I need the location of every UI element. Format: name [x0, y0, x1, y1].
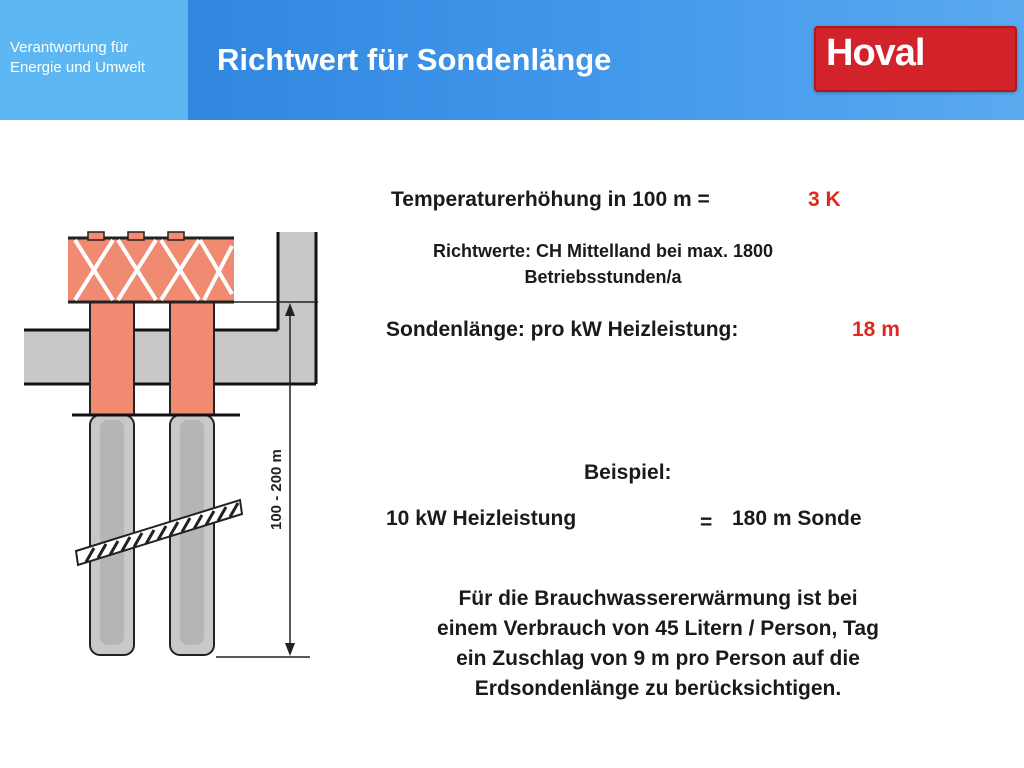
logo-text: Hoval	[826, 32, 925, 74]
note-paragraph	[368, 584, 948, 704]
page-title: Richtwert für Sondenlänge	[217, 42, 612, 77]
note-line-4: Erdsondenlänge zu berücksichtigen.	[474, 677, 842, 700]
example-right: 180 m Sonde	[732, 507, 862, 530]
sonde-label: Sondenlänge: pro kW Heizleistung:	[386, 318, 739, 341]
tagline-line-1: Verantwortung für	[10, 39, 129, 56]
probe-left	[90, 300, 134, 655]
temp-label: Temperaturerhöhung in 100 m =	[391, 188, 710, 211]
note-line-2: einem Verbrauch von 45 Litern / Person, Tag	[437, 617, 879, 640]
richtwerte-line-1: Richtwerte: CH Mittelland bei max. 1800	[432, 241, 774, 261]
richtwerte-note	[380, 238, 826, 290]
depth-label: 100 - 200 m	[268, 449, 285, 530]
manifold	[68, 232, 234, 302]
example-left: 10 kW Heizleistung	[386, 507, 577, 530]
tagline-line-2: Energie und Umwelt	[10, 59, 146, 76]
example-equals: =	[700, 511, 713, 534]
ground-slab	[24, 330, 284, 384]
example-title: Beispiel:	[584, 461, 672, 484]
note-line-1: Für die Brauchwassererwärmung ist bei	[458, 587, 858, 610]
probe-right	[170, 300, 214, 655]
note-line-3: ein Zuschlag von 9 m pro Person auf die	[456, 647, 860, 670]
richtwerte-line-2: Betriebsstunden/a	[524, 267, 682, 287]
sonde-value: 18 m	[852, 318, 900, 341]
temp-value: 3 K	[808, 188, 841, 211]
